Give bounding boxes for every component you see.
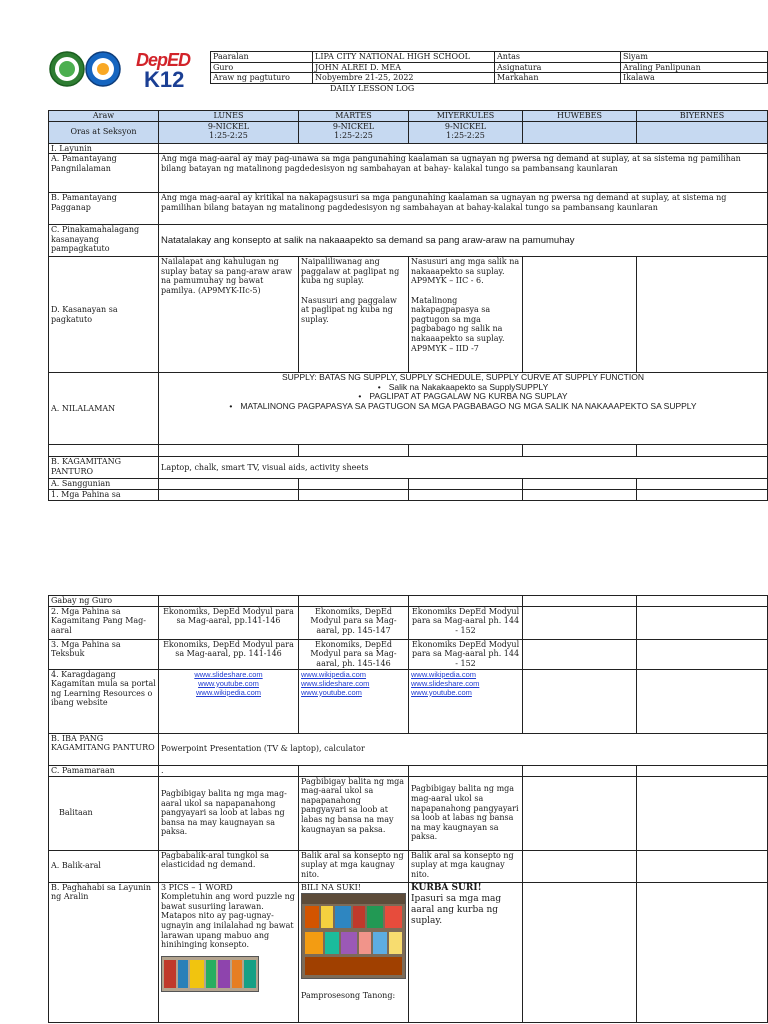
link-youtube[interactable]: www.youtube.com — [198, 678, 259, 688]
row-label-layunin: I. Layunin — [49, 143, 159, 154]
balik-aral-miyerkules: Balik aral sa konsepto ng suplay at mga kaugnay nito. — [409, 850, 523, 882]
header-day-miyerkules: MIYERKULES — [409, 111, 523, 122]
row-label-paghahabi: B. Paghahabi sa Layunin ng Aralin — [49, 882, 159, 1022]
pamamaraan-dot: . — [159, 765, 299, 776]
time-martes: 9-NICKEL 1:25-2:25 — [299, 121, 409, 143]
page-title: DAILY LESSON LOG — [330, 84, 415, 93]
kagamitan-miyerkules: Ekonomiks DepEd Modyul para sa Mag-aaral ph. 144 - 152 — [409, 606, 523, 639]
label-markahan: Markahan — [495, 73, 621, 84]
nilalaman-bullet: • Salik na Nakakaapekto sa SupplySUPPLY — [161, 383, 765, 393]
label-araw: Araw ng pagtuturo — [211, 73, 313, 84]
deped-logo-text: DepED — [136, 50, 191, 70]
link-youtube[interactable]: www.youtube.com — [301, 687, 362, 697]
iba-pang-kagamitan-text: Powerpoint Presentation (TV & laptop), calculator — [159, 733, 768, 765]
row-label-kagamitang-pang-mag-aaral: 2. Mga Pahina sa Kagamitang Pang Mag- aaral — [49, 606, 159, 639]
kasanayan-miyerkules: Nasusuri ang mga salik na nakaaapekto sa suplay. AP9MYK – IIC - 6. Matalinong nakapagpapasya sa pagtugon sa mga pagbabago ng salik na nakaaapekto sa suplay. AP9MYK – IID -7 — [409, 257, 523, 373]
kagamitan-lunes: Ekonomiks, DepEd Modyul para sa Mag-aaral, pp.141-146 — [159, 606, 299, 639]
teksbuk-martes: Ekonomiks, DepEd Modyul para sa Mag-aaral, ph. 145-146 — [299, 639, 409, 669]
logo-area — [48, 50, 208, 90]
pamantayang-pangnilalaman-text: Ang mga mag-aaral ay may pag-unawa sa mga pangunahing kaalaman sa ugnayan ng pwersa ng demand at suplay, at sa sistema ng pamilihan bilang batayan ng matalinong pagdedesisyon ng sambahayan at bahay- kalakal tungo sa pambansang kaunlaran — [159, 154, 768, 193]
time-biyernes — [637, 121, 768, 143]
row-label-kasanayang-pampagkatuto: C. Pinakamahalagang kasanayang pampagkatuto — [49, 225, 159, 257]
header-day-biyernes: BIYERNES — [637, 111, 768, 122]
nilalaman-bullet: • MATALINONG PAGPAPASYA SA PAGTUGON SA MGA PAGBABAGO NG MGA SALIK NA NAKAAAPEKTO SA SUPPLY — [161, 402, 765, 412]
row-label-kasanayan-sa-pagkatuto: D. Kasanayan sa pagkatuto — [49, 257, 159, 373]
sari-sari-store-image — [301, 893, 406, 979]
header-day-lunes: LUNES — [159, 111, 299, 122]
link-slideshare[interactable]: www.slideshare.com — [411, 678, 480, 688]
value-guro: JOHN ALREI D. MEA — [313, 62, 495, 73]
nilalaman-line: SUPPLY: BATAS NG SUPPLY, SUPPLY SCHEDULE, SUPPLY CURVE AT SUPPLY FUNCTION — [281, 372, 644, 383]
pamantayang-pagganap-text: Ang mga mag-aaral ay kritikal na nakapagsusuri sa mga pangunahing kaalaman sa ugnayan ng pwersa ng demand at suplay, at sistema ng pamilihan bilang batayan ng matalinong pagdedesisyon ng sambahayan at bahay-kalakal tungo sa pambansang kaunlaran — [159, 193, 768, 225]
label-guro: Guro — [211, 62, 313, 73]
value-paaralan: LIPA CITY NATIONAL HIGH SCHOOL — [313, 52, 495, 63]
row-label-balik-aral: A. Balik-aral — [49, 850, 159, 882]
three-pics-one-word-text: 3 PICS – 1 WORD Kompletuhin ang word puzzle ng bawat susuriing larawan. Matapos nito ay pag-ugnay-ugnayin ang inilalahad ng bawat larawan upang mabuo ang hinihinging konsepto. — [161, 882, 295, 950]
header-day-huwebes: HUWEBES — [523, 111, 637, 122]
link-slideshare[interactable]: www.slideshare.com — [301, 678, 370, 688]
row-label-kagamitang-panturo: B. KAGAMITANG PANTURO — [49, 457, 159, 479]
row-label-nilalaman: A. NILALAMAN — [49, 373, 159, 445]
row-label-karagdagang-kagamitan: 4. Karagdagang Kagamitan mula sa portal ng Learning Resources o ibang website — [49, 669, 159, 733]
header-oras: Oras at Seksyon — [49, 121, 159, 143]
header-day-martes: MARTES — [299, 111, 409, 122]
link-slideshare[interactable]: www.slideshare.com — [194, 669, 263, 679]
value-araw: Nobyembre 21-25, 2022 — [313, 73, 495, 84]
row-label-mga-pahina: 1. Mga Pahina sa — [49, 490, 159, 501]
link-wikipedia[interactable]: www.wikipedia.com — [301, 669, 367, 679]
row-label-pamamaraan: C. Pamamaraan — [49, 765, 159, 776]
value-antas: Siyam — [621, 52, 768, 63]
link-youtube[interactable]: www.youtube.com — [411, 687, 472, 697]
kasanayan-martes: Naipaliliwanag ang paggalaw at paglipat ng kuba ng suplay. Nasusuri ang paggalaw at paglipat ng kuba ng suplay. — [299, 257, 409, 373]
teksbuk-lunes: Ekonomiks, DepEd Modyul para sa Mag-aaral, pp. 141-146 — [159, 639, 299, 669]
balitaan-lunes: Pagbibigay balita ng mga mag-aaral ukol sa napapanahong pangyayari sa loob at labas ng bansa na may kaugnayan sa paksa. — [159, 776, 299, 850]
row-label-gabay: Gabay ng Guro — [49, 596, 159, 607]
nilalaman-bullets — [161, 383, 765, 412]
time-miyerkules: 9-NICKEL 1:25-2:25 — [409, 121, 523, 143]
header-araw: Araw — [49, 111, 159, 122]
teksbuk-miyerkules: Ekonomiks DepEd Modyul para sa Mag-aaral ph. 144 - 152 — [409, 639, 523, 669]
kurba-suri-text: Ipasuri sa mga mag aaral ang kurba ng suplay. — [411, 893, 502, 926]
links-lunes — [159, 669, 299, 733]
nilalaman-bullet: • PAGLIPAT AT PAGGALAW NG KURBA NG SUPLAY — [161, 392, 765, 402]
kagamitan-martes: Ekonomiks, DepEd Modyul para sa Mag-aaral, pp. 145-147 — [299, 606, 409, 639]
balitaan-miyerkules: Pagbibigay balita ng mga mag-aaral ukol sa napapanahong pangyayari sa loob at labas ng bansa na may kaugnayan sa paksa. — [409, 776, 523, 850]
label-asignatura: Asignatura — [495, 62, 621, 73]
link-wikipedia[interactable]: www.wikipedia.com — [411, 669, 477, 679]
row-label-sanggunian: A. Sanggunian — [49, 479, 159, 490]
time-huwebes — [523, 121, 637, 143]
lesson-log-table-continued — [48, 595, 768, 1023]
row-label-iba-pang-kagamitang-panturo: B. IBA PANG KAGAMITANG PANTURO — [49, 733, 159, 765]
time-lunes: 9-NICKEL 1:25-2:25 — [159, 121, 299, 143]
kasanayang-pampagkatuto-text: Natatalakay ang konsepto at salik na nakaaapekto sa demand sa pang araw-araw na pamumuhay — [159, 225, 768, 257]
kasanayan-lunes: Nailalapat ang kahulugan ng suplay batay sa pang-araw araw na pamumuhay ng bawat pamilya. (AP9MYK-IIc-5) — [159, 257, 299, 373]
row-label-teksbuk: 3. Mga Pahina sa Teksbuk — [49, 639, 159, 669]
row-label-pamantayang-pangnilalaman: A. Pamantayang Pangnilalaman — [49, 154, 159, 193]
header-info-table — [210, 51, 768, 84]
k12-logo-text: K12 — [144, 67, 185, 92]
kagamitang-panturo-text: Laptop, chalk, smart TV, visual aids, activity sheets — [159, 457, 768, 479]
bili-na-suki-title: BILI NA SUKI! — [301, 882, 361, 892]
links-miyerkules — [409, 669, 523, 733]
store-photo-image — [161, 956, 259, 992]
balitaan-martes: Pagbibigay balita ng mga mag-aaral ukol sa napapanahong pangyayari sa loob at labas ng bansa na may kaugnayan sa paksa. — [299, 776, 409, 850]
kurba-suri-title: KURBA SURI! — [411, 882, 482, 893]
balik-aral-lunes: Pagbabalik-aral tungkol sa elasticidad ng demand. — [159, 850, 299, 882]
pamprosesong-tanong-label: Pamprosesong Tanong: — [301, 991, 396, 1001]
label-paaralan: Paaralan — [211, 52, 313, 63]
link-wikipedia[interactable]: www.wikipedia.com — [195, 687, 262, 697]
paghahabi-martes — [299, 882, 409, 1022]
paghahabi-miyerkules — [409, 882, 523, 1022]
value-asignatura: Araling Panlipunan — [621, 62, 768, 73]
paghahabi-lunes — [159, 882, 299, 1022]
value-markahan: Ikalawa — [621, 73, 768, 84]
balik-aral-martes: Balik aral sa konsepto ng suplay at mga kaugnay nito. — [299, 850, 409, 882]
links-martes — [299, 669, 409, 733]
row-label-pamantayang-pagganap: B. Pamantayang Pagganap — [49, 193, 159, 225]
lesson-log-table — [48, 110, 768, 501]
nilalaman-content — [159, 373, 768, 445]
label-antas: Antas — [495, 52, 621, 63]
row-label-balitaan: Balitaan — [49, 776, 159, 850]
